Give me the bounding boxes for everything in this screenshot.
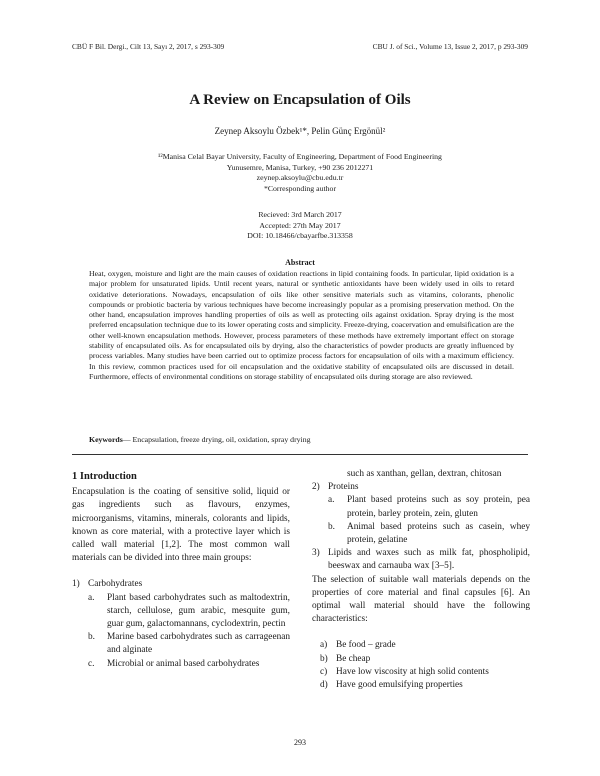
list-item: a. Plant based carbohydrates such as maltodextrin, starch, cellulose, gum arabic, mesquite gum, guar gum, galactomannans, cyclodextrin, pectin: [88, 592, 290, 630]
abstract-text: Heat, oxygen, moisture and light are the main causes of oxidation reactions in lipid containing foods. In particular, lipid oxidation is a major problem for unsaturated lipids. Until recent years, natural or synthetic antioxidants have been widely used in oils to retard oxidative deteriorations. Nowadays, encapsulation of oils like other sensitive materials such as vitamins, colorants, phenolic compounds or probiotic bacteria by various techniques have become increasingly popular as a promising preservation method. On the other hand, encapsulation improves handling properties of oils as well as protecting oils against oxidation. Spray drying is the most preferred encapsulation technique due to its lower operating costs and simplicity. Freeze-drying, coacervation and emulsification are the other well-known encapsulation methods. However, process parameters of these methods have extremely important effect on storage stability of encapsulated oils. As for encapsulated oils by drying, also the characteristics of powder products are greatly influenced by process variables. Many studies have been carried out to optimize process factors for encapsulation of oils with a maximum efficiency. In this review, common practices used for oil encapsulation and the oxidative stability of encapsulated oils are discussed in detail. Furthermore, effects of environmental conditions on storage stability of encapsulated oils during storage are also reviewed.: [89, 269, 514, 381]
affiliation-line-2: Yunusemre, Manisa, Turkey, +90 236 2012271: [226, 162, 374, 172]
section-heading: 1 Introduction: [72, 471, 137, 482]
list-item: c. Microbial or animal based carbohydrates: [88, 658, 260, 669]
list-item: d) Have good emulsifying properties: [320, 680, 463, 691]
page-number: 293: [294, 738, 306, 747]
selection-paragraph: The selection of suitable wall materials depends on the properties of core material and final capsules [6]. An optimal wall material should have the following characteristics:: [312, 574, 530, 625]
affiliation-block: [0, 152, 600, 194]
accepted-date: Accepted: 27th May 2017: [259, 220, 341, 230]
doi: DOI: 10.18466/cbayarfbe.313358: [247, 231, 353, 241]
group-lipids-waxes: 3) Lipids and waxes such as milk fat, phospholipid, beeswax and carnauba wax [3–5].: [312, 548, 530, 572]
paper-title: A Review on Encapsulation of Oils: [189, 92, 411, 108]
intro-paragraph: Encapsulation is the coating of sensitive solid, liquid or gas ingredients such as flavours, enzymes, microorganisms, vitamins, minerals, colorants and lipids, known as core material, with a protective layer which is called wall material [1,2]. The most common wall materials can be divided into three main groups:: [72, 487, 290, 564]
corresponding-note: *Corresponding author: [263, 183, 337, 193]
list-item: c) Have low viscosity at high solid contents: [320, 666, 489, 677]
running-header-left: CBÜ F Bil. Dergi., Cilt 13, Sayı 2, 2017, s 293-309: [72, 42, 225, 51]
dates-block: [0, 210, 600, 242]
author-email: zeynep.aksoylu@cbu.edu.tr: [256, 173, 344, 183]
running-header-right: CBU J. of Sci., Volume 13, Issue 2, 2017, p 293-309: [372, 42, 528, 51]
group-carbohydrates: 1) Carbohydrates: [72, 579, 143, 590]
list-item: b. Marine based carbohydrates such as carrageenan and alginate: [88, 632, 290, 656]
abstract-heading: Abstract: [285, 258, 315, 267]
list-item: b. Animal based proteins such as casein, whey protein, gelatine: [328, 521, 530, 546]
affiliation-line-1: ¹²Manisa Celal Bayar University, Faculty of Engineering, Department of Food Engineering: [158, 152, 442, 161]
left-column: [72, 470, 290, 671]
keywords-list: — Encapsulation, freeze drying, oil, oxidation, spray drying: [122, 435, 311, 444]
list-item: b) Be cheap: [320, 653, 371, 664]
section-divider: [72, 454, 528, 455]
list-continuation: such as xanthan, gellan, dextran, chitosan: [347, 469, 502, 479]
list-item: a) Be food – grade: [320, 640, 396, 651]
keywords-line: [89, 435, 514, 444]
group-proteins: 2) Proteins: [312, 482, 359, 493]
received-date: Recieved: 3rd March 2017: [258, 210, 342, 219]
keywords-label: Keywords: [89, 435, 123, 444]
author-list: Zeynep Aksoylu Özbek¹*, Pelin Günç Ergönül²: [214, 126, 386, 136]
list-item: a. Plant based proteins such as soy protein, pea protein, barley protein, zein, gluten: [328, 495, 530, 519]
right-column: [312, 468, 530, 692]
